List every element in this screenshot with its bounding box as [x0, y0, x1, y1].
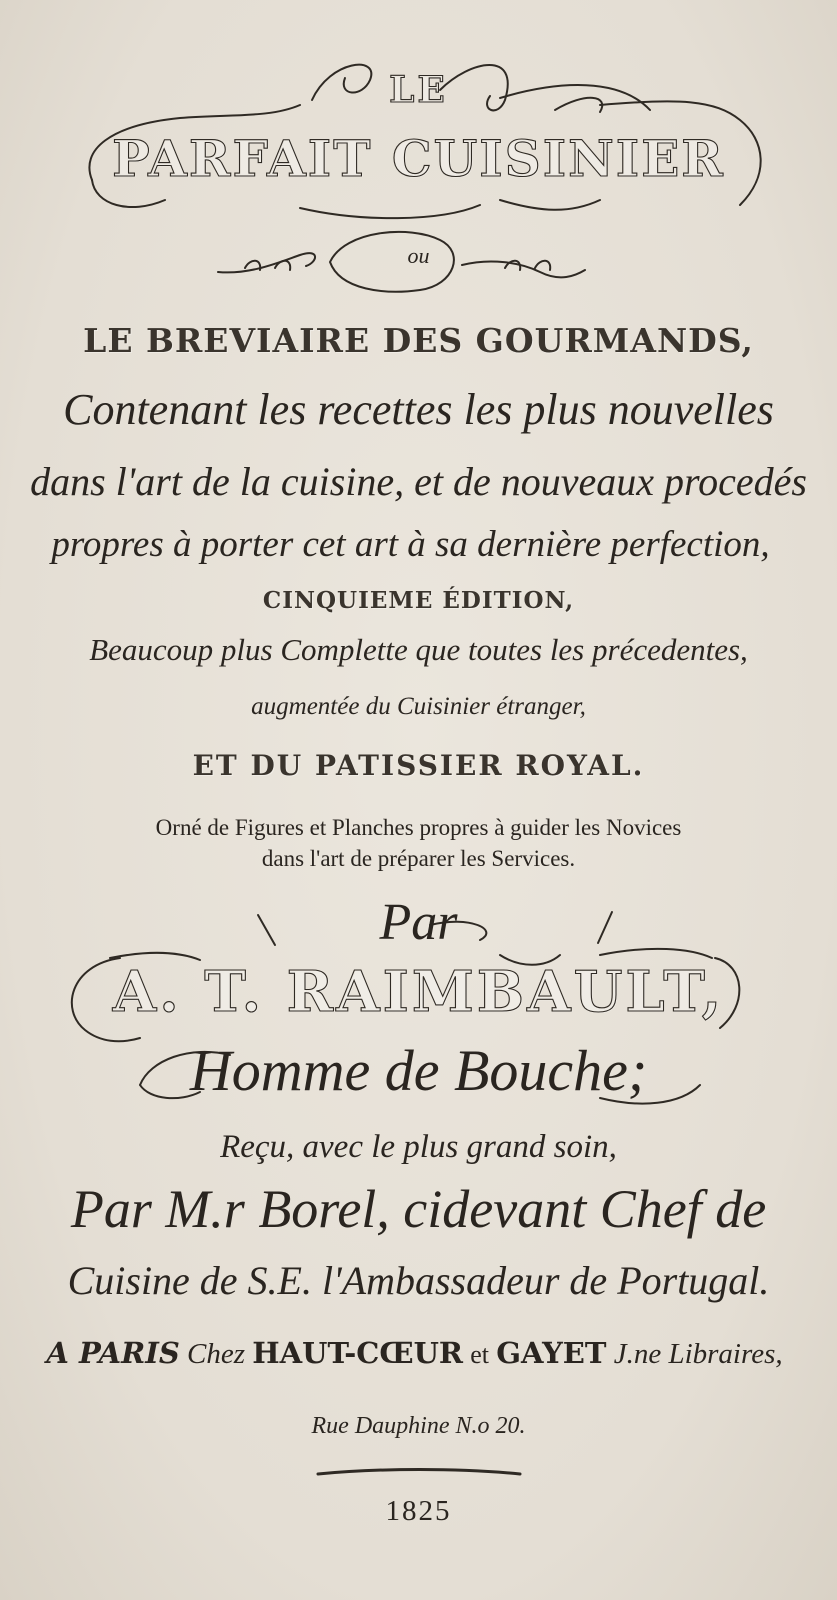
review-line-2: Par M.r Borel, cidevant Chef de [70, 1179, 767, 1239]
publication-year: 1825 [385, 1495, 452, 1527]
patissier-line: ET DU PATISSIER ROYAL. [192, 749, 645, 782]
review-line-3: Cuisine de S.E. l'Ambassadeur de Portugal. [67, 1258, 770, 1303]
imprint-line [0, 1336, 833, 1370]
subtitle: LE BREVIAIRE DES GOURMANDS, [83, 321, 754, 360]
author-by: Par [379, 894, 458, 951]
imprint-address: Rue Dauphine N.o 20. [311, 1413, 526, 1439]
author-title: Homme de Bouche; [189, 1038, 648, 1103]
imprint-chez: Chez [187, 1338, 246, 1370]
review-line-1: Reçu, avec le plus grand soin, [220, 1129, 617, 1165]
imprint-place: A PARIS [46, 1336, 180, 1370]
edition-label: CINQUIEME ÉDITION, [262, 587, 575, 614]
imprint-suffix: J.ne Libraires, [613, 1338, 783, 1370]
imprint-publisher-1: HAUT-CŒUR [252, 1336, 463, 1370]
ornaments-line-1: Orné de Figures et Planches propres à guider les Novices [155, 815, 682, 840]
description-line-2: dans l'art de la cuisine, et de nouveaux procedés [30, 459, 807, 504]
description-line-1: Contenant les recettes les plus nouvelles [63, 385, 774, 434]
author-name: A. T. RAIMBAULT, [112, 959, 725, 1025]
title-article: LE [389, 69, 448, 111]
edition-complete-note: Beaucoup plus Complette que toutes les précedentes, [89, 632, 748, 667]
title-conjunction: ou [407, 243, 430, 268]
description-line-3: propres à porter cet art à sa dernière perfection, [51, 524, 770, 565]
imprint-publisher-2: GAYET [496, 1336, 607, 1370]
edition-augmented-note: augmentée du Cuisinier étranger, [251, 693, 586, 720]
main-title: PARFAIT CUISINIER [112, 129, 725, 188]
ornaments-line-2: dans l'art de préparer les Services. [261, 846, 576, 871]
imprint-et: et [470, 1340, 489, 1369]
